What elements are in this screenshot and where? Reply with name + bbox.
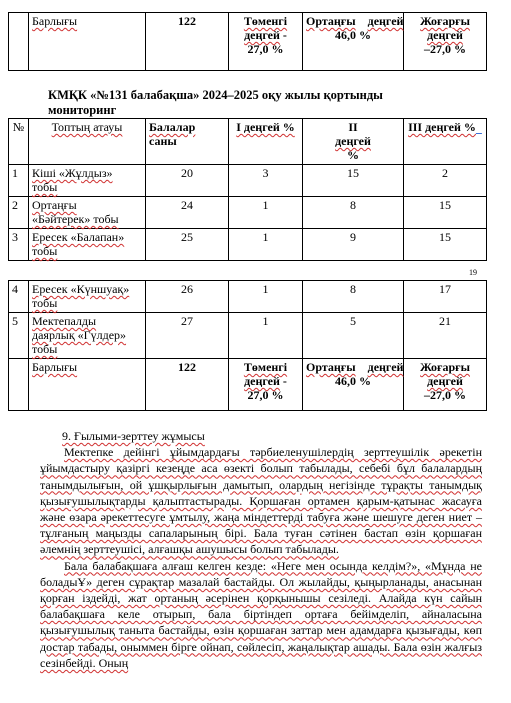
top-summary-table <box>8 12 487 71</box>
total-count: 122 <box>146 359 229 411</box>
low-level-cell: Төменгі деңгей - 27,0 % <box>229 359 303 411</box>
table-row <box>9 13 487 71</box>
table-row: 1 Кіші «Жұлдыз» тобы 20 3 15 2 <box>9 165 487 197</box>
total-count: 122 <box>146 13 229 71</box>
high-level-cell: Жоғарғы деңгей –27,0 % <box>404 13 487 71</box>
monitoring-table <box>8 118 487 261</box>
table-row: 2 Ортаңғы «Бәйтерек» тобы 24 1 8 15 <box>9 197 487 229</box>
table-row: 4 Ересек «Күншуақ» тобы 26 1 8 17 <box>9 281 487 313</box>
header-num: № <box>9 119 29 165</box>
table-row: 5 Мектепалды даярлық «Гүлдер» тобы 27 1 5 21 <box>9 313 487 359</box>
monitoring-table-continued <box>8 280 487 411</box>
mid-level-cell: Ортаңғы деңгей 46,0 % <box>303 13 404 71</box>
table-header-row <box>9 119 487 165</box>
low-level-cell: Төменгі деңгей - 27,0 % <box>229 13 303 71</box>
header-group: Топтың атауы <box>29 119 146 165</box>
paragraph: Бала балабақшаға алғаш келген кезде: «Неге мен осында келдім?», «Мұнда не боладыҰ» деген сұрақтар мазалай бастайды. Ол жылайды, қыңырланады, анасынан қорған іздейді, жат ортаның әсерінен қорқынышы сезіледі. Алайда күн сайын балабақшаға келе отырып, бала біртіндеп ортаға бейімделіп, айналасына қызығушылық таныта бастайды, өзін қоршаған заттар мен адамдарға қызығады, көп достар табады, оныммен бірге ойнап, сөйлесіп, жаңалықтар ашады. Бала өзін жалғыз сезінбейді. Оның <box>40 558 482 670</box>
mid-level-cell: Ортаңғы деңгей 46,0 % <box>303 359 404 411</box>
research-section <box>40 428 482 671</box>
table-row: 3 Ересек «Балапан» тобы 25 1 9 15 <box>9 229 487 261</box>
header-level-3: III деңгей % <box>404 119 487 165</box>
table-row <box>9 359 487 411</box>
header-count: Балалар саны <box>146 119 229 165</box>
page-number: 19 <box>469 268 477 277</box>
section-heading: 9. Ғылыми-зерттеу жұмысы <box>62 429 205 443</box>
header-level-2: II деңгей % <box>303 119 404 165</box>
high-level-cell: Жоғарғы деңгей –27,0 % <box>404 359 487 411</box>
header-level-1: I деңгей % <box>229 119 303 165</box>
total-label: Барлығы <box>32 360 78 374</box>
monitoring-title: КМҚК «№131 балабақша» 2024–2025 оқу жылы қортынды мониторинг <box>48 88 383 117</box>
paragraph: Мектепке дейінгі ұйымдардағы тәрбиеленушілердің зерттеушілік әрекетін ұйымдастыру қазіргі кезеңде аса өзекті болып табылады, себебі бұл балалардың танымдылығын, ой ұшқырлығын дамытып, олардың негізінде тұрақты танымдық қызығушылықтарды қалыптастырады. Қоршаған ортамен қарым-қатынас жасауға және өзара әрекеттесуге ұмтылу, жаңа міндеттерді табуға және шешуге деген ниет – тұлғаның маңызды сапаларының бірі. Бала туған сәтінен бастап өзін қоршаған әлемнің зерттеушісі, алғашқы ашушысы болып табылады. <box>40 445 482 557</box>
total-label: Барлығы <box>32 14 78 28</box>
